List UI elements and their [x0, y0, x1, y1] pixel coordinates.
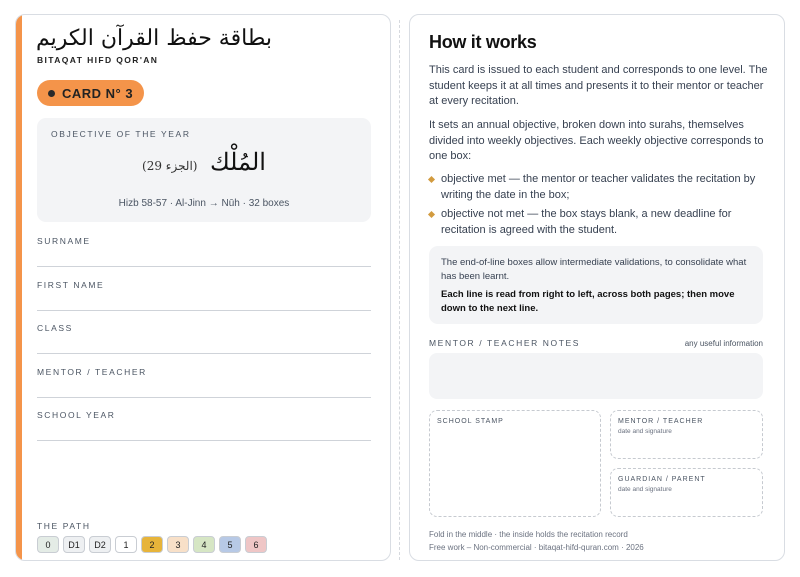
signature-label: MENTOR / TEACHER	[618, 418, 704, 425]
surah-arabic: المُلْك	[209, 148, 266, 176]
path-level-chip: D1	[63, 536, 85, 553]
field-label: MENTOR / TEACHER	[37, 367, 147, 377]
juz-arabic: (الجزء 29)	[142, 159, 198, 173]
diamond-icon	[428, 211, 435, 218]
objective-label: OBJECTIVE OF THE YEAR	[51, 129, 191, 139]
path-level-chip: 2	[141, 536, 163, 553]
accent-stripe	[16, 15, 22, 560]
info-note	[429, 246, 763, 324]
notes-area[interactable]	[429, 353, 763, 399]
signature-sub: date and signature	[618, 486, 672, 493]
card-number-badge	[37, 80, 144, 106]
bullet-dot-icon	[48, 90, 55, 97]
bullet-objective-not-met	[429, 207, 769, 238]
path-level-chip: 4	[193, 536, 215, 553]
surah-name	[37, 148, 371, 176]
objective-range: Hizb 58-57 · Al-Jinn → Nūh · 32 boxes	[118, 198, 290, 209]
surname-field[interactable]	[37, 236, 371, 267]
arabic-title: بطاقة حفظ القرآن الكريم	[36, 26, 272, 51]
transliterated-title: BITAQAT HIFD QOR'AN	[37, 55, 159, 65]
bullet-objective-met	[429, 172, 769, 203]
diamond-icon	[428, 176, 435, 183]
first-name-field[interactable]	[37, 280, 371, 311]
school-stamp-box[interactable]	[429, 410, 601, 517]
field-label: SCHOOL YEAR	[37, 410, 116, 420]
path-level-chip: 5	[219, 536, 241, 553]
bullet-text: objective not met — the box stays blank, a new deadline for recitation is agreed with the student.	[441, 208, 732, 236]
page-title: How it works	[429, 32, 537, 52]
signature-sub: date and signature	[618, 428, 672, 435]
intro-paragraph: This card is issued to each student and corresponds to one level. The student keeps it at all times and presents it to their mentor or teacher at every recitation.	[429, 64, 768, 107]
field-label: CLASS	[37, 323, 73, 333]
field-label: FIRST NAME	[37, 280, 105, 290]
bullet-text: objective met — the mentor or teacher validates the recitation by writing the date in the box;	[441, 173, 756, 201]
footer-credit: Free work – Non-commercial · bitaqat-hifd-quran.com · 2026	[429, 543, 644, 552]
path-levels	[37, 536, 267, 553]
card-number-label: CARD N° 3	[61, 85, 134, 101]
mentor-signature-box[interactable]	[610, 410, 763, 459]
school-year-field[interactable]	[37, 410, 371, 441]
objective-paragraph: It sets an annual objective, broken down into surahs, themselves divided into weekly objectives. Each weekly objective corresponds to one box:	[429, 119, 764, 162]
guardian-signature-box[interactable]	[610, 468, 763, 517]
path-level-chip: 1	[115, 536, 137, 553]
class-field[interactable]	[37, 323, 371, 354]
note-text: The end-of-line boxes allow intermediate validations, to consolidate what has been learnt.	[441, 257, 747, 282]
fold-instruction: Fold in the middle · the inside holds the recitation record	[429, 530, 628, 539]
mentor-teacher-field[interactable]	[37, 367, 371, 398]
fold-line	[399, 20, 400, 560]
path-level-chip: D2	[89, 536, 111, 553]
path-level-chip: 3	[167, 536, 189, 553]
signature-label: GUARDIAN / PARENT	[618, 476, 706, 483]
path-level-chip: 0	[37, 536, 59, 553]
note-emphasis: Each line is read from right to left, across both pages; then move down to the next line.	[441, 289, 735, 314]
path-level-chip: 6	[245, 536, 267, 553]
objective-box	[37, 118, 371, 222]
notes-hint: any useful information	[684, 339, 763, 348]
stamp-label: SCHOOL STAMP	[437, 418, 504, 425]
field-label: SURNAME	[37, 236, 91, 246]
notes-label: MENTOR / TEACHER NOTES	[429, 338, 581, 348]
path-label: THE PATH	[37, 521, 91, 531]
